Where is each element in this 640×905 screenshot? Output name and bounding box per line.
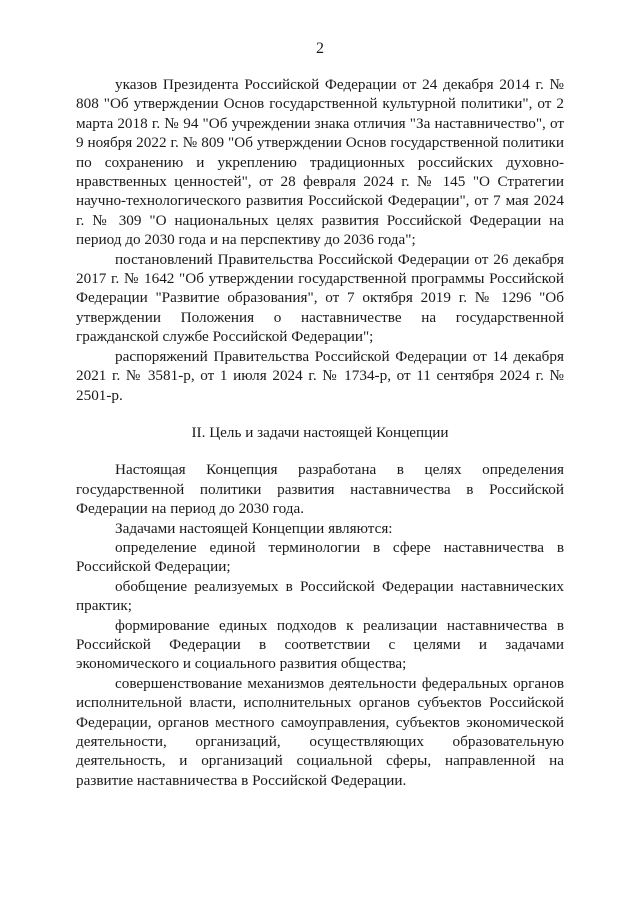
paragraph-task-mechanisms: совершенствование механизмов деятельности федеральных органов исполнительной власти, исполнительных органов субъектов Российской Федерации, органов местного самоуправления, субъектов экономической деятельности, организаций, осуществляющих образовательную деятельность, и организаций социальной сферы, направленной на развитие наставничества в Российской Федерации.	[76, 674, 564, 789]
paragraph-task-terminology: определение единой терминологии в сфере наставничества в Российской Федерации;	[76, 538, 564, 576]
paragraph-government-resolutions: постановлений Правительства Российской Федерации от 26 декабря 2017 г. № 1642 "Об утверждении государственной программы Российской Федерации "Развитие образования", от 7 октября 2019 г. № 1296 "Об утверждении Положения о наставничестве на государственной гражданской службе Российской Федерации";	[76, 250, 564, 346]
paragraph-purpose: Настоящая Концепция разработана в целях определения государственной политики развития наставничества в Российской Федерации на период до 2030 года.	[76, 461, 564, 518]
document-body	[76, 75, 564, 790]
page-number: 2	[316, 40, 324, 57]
paragraph-government-orders: распоряжений Правительства Российской Федерации от 14 декабря 2021 г. № 3581-р, от 1 июля 2024 г. № 1734-р, от 11 сентября 2024 г. № 2501-р.	[76, 347, 564, 404]
paragraph-decrees: указов Президента Российской Федерации от 24 декабря 2014 г. № 808 "Об утверждении Основ государственной культурной политики", от 2 марта 2018 г. № 94 "Об учреждении знака отличия "За наставничество", от 9 ноября 2022 г. № 809 "Об утверждении Основ государственной политики по сохранению и укреплению традиционных российских духовно-нравственных ценностей", от 28 февраля 2024 г. № 145 "О Стратегии научно-технологического развития Российской Федерации", от 7 мая 2024 г. № 309 "О национальных целях развития Российской Федерации на период до 2030 года и на перспективу до 2036 года";	[76, 76, 564, 249]
paragraph-task-approaches: формирование единых подходов к реализации наставничества в Российской Федерации в соответствии с целями и задачами экономического и социального развития общества;	[76, 616, 564, 673]
paragraph-tasks-intro: Задачами настоящей Концепции являются:	[115, 519, 393, 537]
section-heading: II. Цель и задачи настоящей Концепции	[191, 423, 449, 441]
paragraph-task-practices: обобщение реализуемых в Российской Федерации наставнических практик;	[76, 577, 564, 615]
